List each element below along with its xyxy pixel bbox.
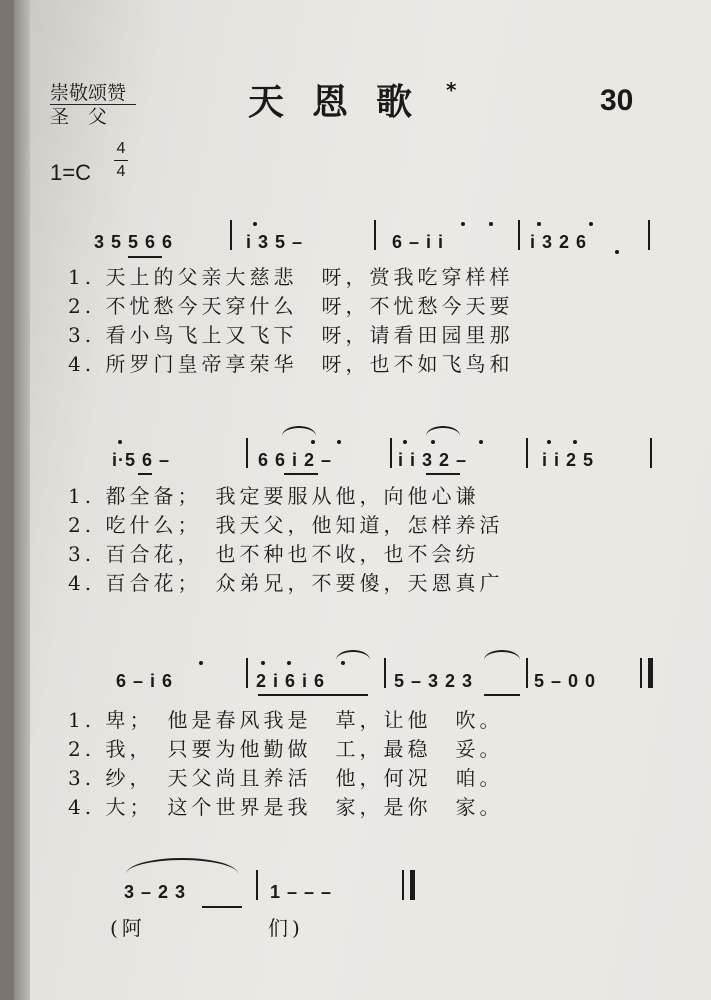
lyric-line-verse-4: 4. 百合花； 众弟兄，不要傻，天恩真广 bbox=[68, 571, 504, 595]
category-divider bbox=[50, 104, 136, 105]
key-signature: 1=C bbox=[50, 160, 91, 185]
measure-notes: 5 – 0 0 bbox=[534, 671, 597, 691]
bar-line bbox=[526, 438, 528, 468]
lyric-line-verse-2: 2. 我， 只要为他勤做 工，最稳 妥。 bbox=[68, 737, 504, 761]
octave-dot bbox=[489, 222, 493, 226]
lyric-line-verse-1: 1. 卑； 他是春风我是 草，让他 吹。 bbox=[68, 708, 504, 732]
beam-line bbox=[258, 694, 368, 696]
measure-notes: 6 – i i bbox=[392, 232, 445, 252]
bar-line bbox=[526, 658, 528, 688]
bar-line bbox=[402, 870, 404, 900]
octave-dot bbox=[589, 222, 593, 226]
lyric-line-verse-1: 1. 都全备； 我定要服从他，向他心谦 bbox=[68, 484, 480, 508]
octave-dot bbox=[261, 661, 265, 665]
octave-dot bbox=[199, 661, 203, 665]
octave-dot bbox=[341, 661, 345, 665]
octave-dot bbox=[461, 222, 465, 226]
slur bbox=[126, 858, 238, 874]
bar-line bbox=[518, 220, 520, 250]
lyric-line-verse-3: 3. 看小鸟飞上又飞下 呀，请看田园里那 bbox=[68, 323, 514, 347]
octave-dot bbox=[547, 440, 551, 444]
slur bbox=[282, 426, 316, 436]
bar-line bbox=[384, 658, 386, 688]
lyric-line-verse-2: 2. 不忧愁今天穿什么 呀，不忧愁今天要 bbox=[68, 294, 514, 318]
hymn-number: 30 bbox=[600, 84, 634, 117]
time-numerator: 4 bbox=[116, 140, 126, 157]
octave-dot bbox=[573, 440, 577, 444]
measure-notes: 3 – 2 3 bbox=[124, 882, 187, 902]
octave-dot bbox=[537, 222, 541, 226]
slur bbox=[484, 650, 520, 660]
final-bar-line bbox=[648, 658, 653, 688]
octave-dot bbox=[118, 440, 122, 444]
lyric-line-verse-2: 2. 吃什么； 我天父，他知道，怎样养活 bbox=[68, 513, 504, 537]
bar-line bbox=[390, 438, 392, 468]
hymn-page bbox=[14, 0, 711, 1000]
measure-notes: i 3 2 6 bbox=[530, 232, 588, 252]
octave-dot bbox=[253, 222, 257, 226]
measure-notes: i i 3 2 – bbox=[398, 450, 468, 470]
slur bbox=[336, 650, 370, 660]
beam-line bbox=[426, 473, 460, 475]
measure-notes: 1 – – – bbox=[270, 882, 333, 902]
lyric-line-verse-3: 3. 纱， 天父尚且养活 他，何况 咱。 bbox=[68, 766, 504, 790]
measure-notes: 5 – 3 2 3 bbox=[394, 671, 474, 691]
book-spine-shadow bbox=[14, 0, 30, 1000]
bar-line bbox=[246, 658, 248, 688]
beam-line bbox=[128, 256, 162, 258]
title-footnote-mark: * bbox=[446, 78, 457, 102]
time-fraction-line bbox=[114, 160, 128, 161]
amen-lyric-end: 们) bbox=[268, 916, 304, 940]
lyric-line-verse-4: 4. 所罗门皇帝享荣华 呀，也不如飞鸟和 bbox=[68, 352, 514, 376]
octave-dot bbox=[615, 250, 619, 254]
time-denominator: 4 bbox=[116, 163, 126, 180]
octave-dot bbox=[431, 440, 435, 444]
bar-line bbox=[246, 438, 248, 468]
octave-dot bbox=[337, 440, 341, 444]
category-label: 崇敬颂赞 bbox=[50, 82, 127, 104]
beam-line bbox=[284, 473, 318, 475]
bar-line bbox=[650, 438, 652, 468]
bar-line bbox=[374, 220, 376, 250]
amen-lyric-start: (阿 bbox=[110, 916, 146, 940]
beam-line bbox=[202, 906, 242, 908]
bar-line bbox=[230, 220, 232, 250]
octave-dot bbox=[311, 440, 315, 444]
octave-dot bbox=[479, 440, 483, 444]
beam-line bbox=[484, 694, 520, 696]
measure-notes: i·5 6 – bbox=[112, 450, 171, 470]
lyric-line-verse-3: 3. 百合花， 也不种也不收，也不会纺 bbox=[68, 542, 480, 566]
subcategory-label: 圣 父 bbox=[50, 106, 108, 128]
beam-line bbox=[138, 473, 152, 475]
measure-notes: i i 2 5 bbox=[542, 450, 595, 470]
measure-notes: i 3 5 – bbox=[246, 232, 304, 252]
bar-line bbox=[256, 870, 258, 900]
lyric-line-verse-4: 4. 大； 这个世界是我 家，是你 家。 bbox=[68, 795, 504, 819]
slur bbox=[426, 426, 460, 436]
octave-dot bbox=[403, 440, 407, 444]
measure-notes: 6 – i 6 bbox=[116, 671, 174, 691]
lyric-line-verse-1: 1. 天上的父亲大慈悲 呀，赏我吃穿样样 bbox=[68, 265, 514, 289]
measure-notes: 2 i 6 i 6 bbox=[256, 671, 326, 691]
time-signature bbox=[114, 140, 128, 181]
final-bar-line bbox=[410, 870, 415, 900]
octave-dot bbox=[287, 661, 291, 665]
hymn-title: 天恩歌 bbox=[248, 81, 441, 123]
bar-line bbox=[648, 220, 650, 250]
measure-notes: 6 6 i 2 – bbox=[258, 450, 333, 470]
measure-notes: 3 5 5 6 6 bbox=[94, 232, 174, 252]
bar-line bbox=[640, 658, 642, 688]
